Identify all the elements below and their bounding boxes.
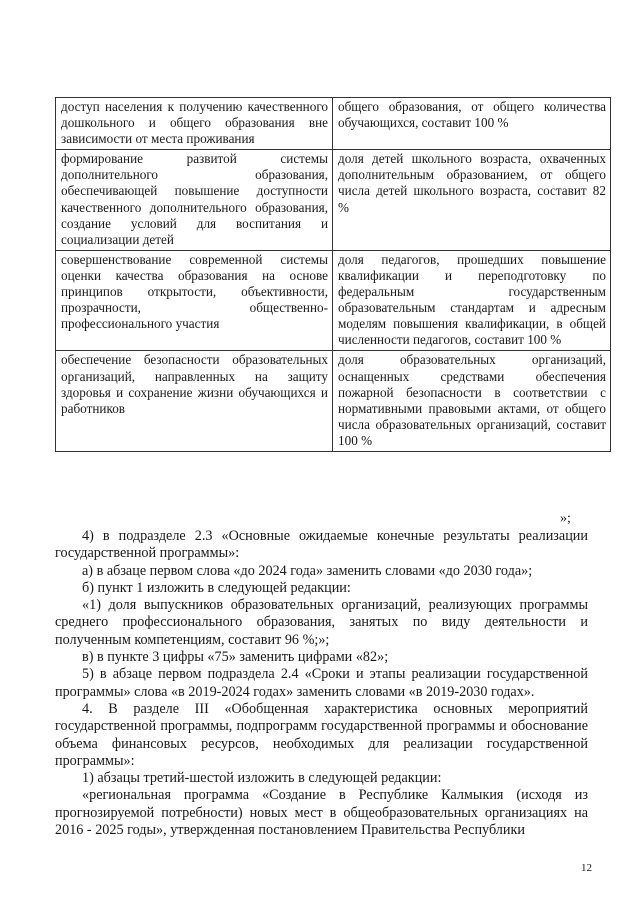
table-cell-indicator: доля детей школьного возраста, охваченных дополнительным образованием, от общего числа детей школьного возраста, составит 82 %: [333, 150, 611, 251]
table-cell-indicator: общего образования, от общего количества обучающихся, составит 100 %: [333, 98, 611, 150]
body-paragraph: в) в пункте 3 цифры «75» заменить цифрами «82»;: [82, 649, 389, 666]
table-cell-goal: доступ населения к получению качественного дошкольного и общего образования вне зависимости от места проживания: [56, 98, 333, 150]
table-row: [56, 150, 611, 251]
table-cell-goal: формирование развитой системы дополнительного образования, обеспечивающей повышение доступности качественного дополнительного образования, создание условий для воспитания и социализации детей: [56, 150, 333, 251]
document-body: [55, 528, 588, 839]
table-cell-goal: обеспечение безопасности образовательных организаций, направленных на защиту здоровья и сохранение жизни обучающихся и работников: [56, 351, 333, 452]
table-cell-indicator: доля образовательных организаций, оснащенных средствами обеспечения пожарной безопасности в соответствии с нормативными правовыми актами, от общего числа образовательных организаций, составит 100 %: [333, 351, 611, 452]
body-paragraph: 5) в абзаце первом подраздела 2.4 «Сроки и этапы реализации государственной программы» слова «в 2019-2024 годах» заменить словами «в 2019-2030 годах».: [55, 666, 588, 700]
body-paragraph: «1) доля выпускников образовательных организаций, реализующих программы среднего профессионального образования, занятых по виду деятельности и полученным компетенциям, составит 96 %;»;: [55, 597, 588, 648]
table-row: [56, 250, 611, 351]
body-paragraph: 4. В разделе III «Обобщенная характеристика основных мероприятий государственной программы, подпрограмм государственной программы и обоснование объема финансовых ресурсов, необходимых для реализации государственной программы»:: [55, 700, 588, 769]
body-paragraph: «региональная программа «Создание в Республике Калмыкия (исходя из прогнозируемой потребности) новых мест в общеобразовательных организациях на 2016 - 2025 годы», утвержденная постановлением Правительства Республики: [55, 787, 588, 839]
body-paragraph: 1) абзацы третий-шестой изложить в следующей редакции:: [82, 770, 442, 787]
table-body: [56, 98, 611, 452]
page-number: 12: [581, 862, 592, 874]
indicators-table: [55, 97, 611, 452]
table-cell-goal: совершенствование современной системы оценки качества образования на основе принципов открытости, объективности, прозрачности, общественно-профессионального участия: [56, 250, 333, 351]
closing-quote: »;: [560, 511, 571, 526]
body-paragraph: б) пункт 1 изложить в следующей редакции:: [82, 579, 351, 596]
body-paragraph: а) в абзаце первом слова «до 2024 года» заменить словами «до 2030 года»;: [82, 562, 533, 579]
table-row: [56, 351, 611, 452]
table-row: [56, 98, 611, 150]
table-cell-indicator: доля педагогов, прошедших повышение квалификации и переподготовку по федеральным государственным образовательным стандартам и адресным моделям повышения квалификации, в общей численности педагогов, составит 100 %: [333, 250, 611, 351]
body-paragraph: 4) в подразделе 2.3 «Основные ожидаемые конечные результаты реализации государственной программы»:: [55, 528, 588, 562]
